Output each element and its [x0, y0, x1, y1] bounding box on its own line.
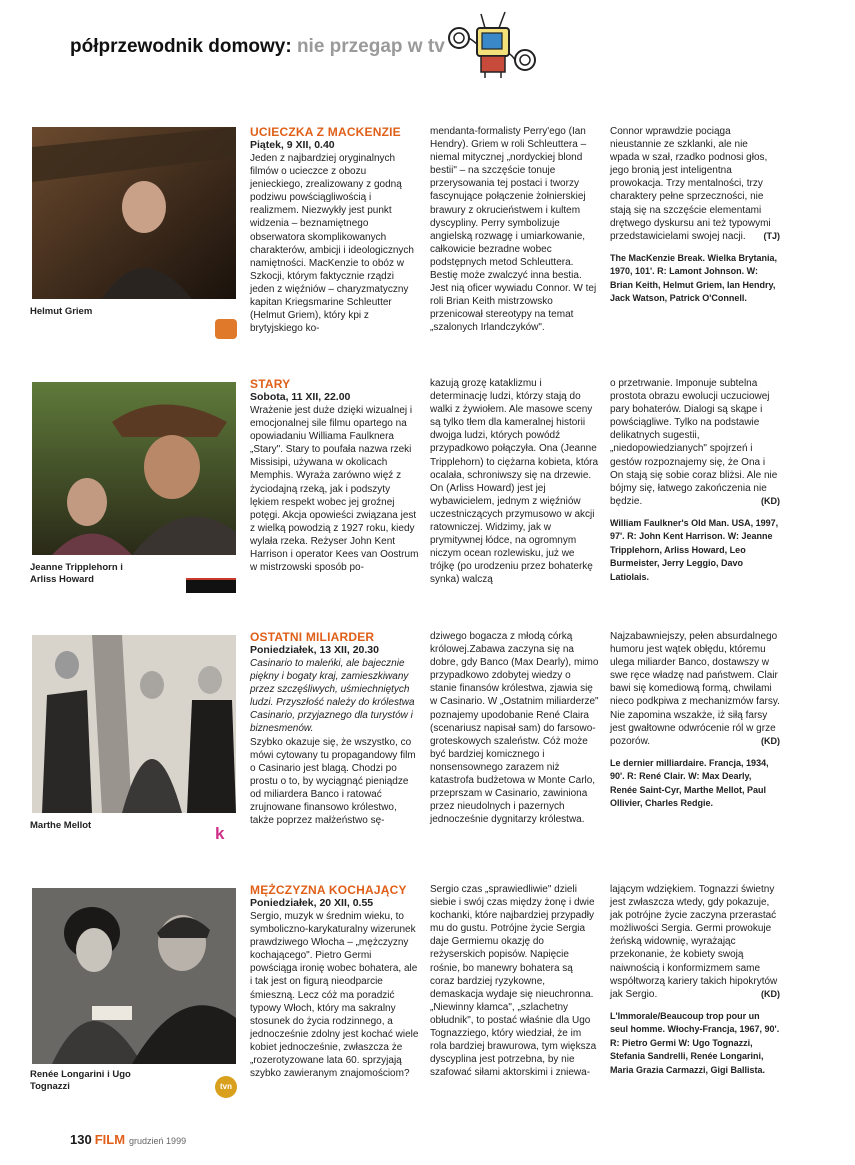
review-text-col2: dziwego bogacza z młodą córką królowej.Zabawa zaczyna się na dobre, gdy Banco (Max Dearly), mimo przypadkowo zdobytej wiedzy o stanie finansów królestwa, zjawia się w Casinario. W „Ostatnim miliarderze" poznajemy upodobanie René Claira (scenariusz napisał sam) do farsowo-groteskowych szaleństw. Cóż może być bardziej komicznego i nonsensownego zarazem niż katastrofa budżetowa w Monte Carlo, przeprszam w Casinario, zawiniona przez nieudolnych i pazernych jednocześnie dygnitarzy królestwa.: [430, 631, 599, 826]
broadcast-date: Piątek, 9 XII, 0.40: [250, 139, 335, 151]
review-text-col2: kazują grozę kataklizmu i determinację ludzi, którzy stają do walki z żywiołem. Ale masowe sceny są tylko tłem dla kameralnej historii dwojga ludzi, których powódź przypadkowo połączyła. Ona (Jeanne Tripplehorn) to ciężarna kobieta, która ocalała, schroniwszy się na drzewie. On (Arliss Howard) jest jej wybawicielem, jednym z więźniów uczestniczących przymusowo w akcji ratowniczej. Widzimy, jak w prymitywnej łódce, na ogromnym niczym ocean rozlewisku, już we trójkę (po urodzeniu przez bohaterkę synka) walczą: [430, 378, 599, 586]
review-title: STARY: [250, 377, 291, 391]
review-title: MĘŻCZYZNA KOCHAJĄCY: [250, 883, 407, 897]
author-signature: (KD): [761, 988, 780, 999]
review-text-col3: Connor wprawdzie pociąga nieustannie ze szklanki, ale nie wpada w szał, rzadko podnosi głos, jego bronią jest inteligentna prowokacja. Trzy mentalności, trzy charaktery pełne sprzeczności, nie stają się na szczęście elementami drętwego dyskursu ani też typowymi przedstawicielami swojej nacji.: [610, 126, 771, 242]
film-credits: L'Immorale/Beaucoup trop pour un seul homme. Włochy-Francja, 1967, 90'. R: Pietro Germi W: Ugo Tognazzi, Stefania Sandrelli, Renée Longarini, Maria Grazia Carmazzi, Gigi Ballista.: [610, 1010, 780, 1075]
author-signature: (KD): [761, 495, 780, 506]
film-still-photo: [32, 888, 236, 1064]
page-number: 130: [70, 1132, 92, 1147]
photo-caption: Renée Longarini i Ugo Tognazzi: [30, 1069, 131, 1092]
review-text-col2: mendanta-formalisty Perry'ego (Ian Hendry). Griem w roli Schleuttera – niemal mitycznej „nordyckiej blond bestii" – na szczęście tonuje przerysowania tej postaci i tworzy fascynujące połączenie żołnierskiej brawury z okrucieństwem i kultem dyscypliny. Perry symbolizuje angielską rozwagę i umiarkowanie, całkowicie bezradne wobec podstępnych metod Schleuttera. Bestię może zwalczyć inna bestia. Jest nią oficer wywiadu Connor. W tej roli Brian Keith mistrzowsko przenicował stereotypy na temat „szalonych Irlandczyków".: [430, 126, 597, 334]
film-still-photo: [32, 127, 236, 299]
film-still-photo: [32, 382, 236, 555]
tvn-channel-logo-icon: tvn: [215, 1076, 237, 1098]
tv-channel-logo-icon: [215, 319, 237, 339]
photo-caption: Marthe Mellot: [30, 820, 92, 831]
review-text-col1: Wrażenie jest duże dzięki wizualnej i emocjonalnej sile filmu opartego na opowiadaniu Williama Faulknera „Stary". Stary to poufała nazwa rzeki Missisipi, używana w okolicach Memphis. Wyraża zarówno więź z życiodajną rzeką, jak i podszyty lękiem respekt wobec jej groźnej potęgi. Akcja opowieści związana jest z wielką powodzią z 1927 roku, kiedy wylała rzeka. Reżyser John Kent Harrison i operator Kees van Oostrum w mistrzowski sposób po-: [250, 405, 419, 574]
review-text-col3: lającym wdziękiem. Tognazzi świetny jest zwłaszcza wtedy, gdy pokazuje, jak potrójne życie zaczyna przerastać możliwości Sergia. Germi prowokuje żeńską widownię, wyrażając przekonanie, że kobiety swoją naiwnością i konformizmem same współtworzą kariery takich hipokrytów jak Sergio.: [610, 884, 778, 1000]
tvp-regional-logo-icon: [186, 578, 236, 593]
header-title-bold: półprzewodnik domowy:: [70, 36, 292, 57]
review-text-col1: Szybko okazuje się, że wszystko, co mówi cytowany tu propagandowy film o Casinario jest blagą. Chodzi po prostu o to, by wyciągnąć pieniądze od miliardera Banco i ratować zrujnowane finansowo królestwo, także poprzez małżeństwo sę-: [250, 736, 416, 827]
issue-date: grudzień 1999: [129, 1136, 187, 1146]
author-signature: (KD): [761, 735, 780, 746]
review-text-col1: Sergio, muzyk w średnim wieku, to symboliczno-karykaturalny wizerunek prawdziwego Włocha – „mężczyzny kochającego". Pietro Germi powściąga ironię wobec bohatera, ale i tak jest on figurą nieodparcie śmieszną. Lecz cóż ma poradzić typowy Włoch, który ma sakralny stosunek do życia rodzinnego, a jednocześnie zdolny jest kochać wiele kobiet jednocześnie, zwłaszcza że „rozerotyzowane lata 60. sprzyjają szybko zawieranym znajomościom?: [250, 911, 419, 1080]
review-lead-italic: Casinario to maleńki, ale bajecznie piękny i bogaty kraj, zamieszkiwany przez szczęśliwych, uśmiechniętych ludzi. Przyszłość należy do królestwa Casinario, przyjaznego dla turystów i biznesmenów.: [250, 658, 415, 735]
review-text-col1: Jeden z najbardziej oryginalnych filmów o ucieczce z obozu jenieckiego, zrealizowany z godną podziwu powściągliwością i realizmem. Niezwykły jest punkt widzenia – beznamiętnego obserwatora skomplikowanych charakterów, ambicji i ideologicznych namiętności. MacKenzie to obóz w Szkocji, którym faktycznie rządzi jeden z więźniów – charyzmatyczny kapitan Kriegsmarine Schleutter (Helmut Griem), który kpi z brytyjskiego ko-: [250, 153, 414, 335]
film-credits: The MacKenzie Break. Wielka Brytania, 1970, 101'. R: Lamont Johnson. W: Brian Keith, Helmut Griem, Ian Hendry, Jack Watson, Patrick O'Connell.: [610, 252, 777, 304]
film-credits: Le dernier milliardaire. Francja, 1934, 90'. R: René Clair. W: Max Dearly, Renée Saint-Cyr, Marthe Mellot, Paul Ollivier, Charles Redgie.: [610, 757, 769, 809]
review-title: OSTATNI MILIARDER: [250, 630, 375, 644]
header-title-grey: nie przegap w tv: [296, 36, 445, 57]
review-text-col3: Najzabawniejszy, pełen absurdalnego humoru jest wątek obłędu, któremu ulega miliarder Banco, dostawszy w swe ręce władzę nad państwem. Clair bawi się komediową formą, chwilami nieco podkpiwa z mechanizmów farsy. Nie zapomina wszakże, iż siłą farsy jest gwałtowne odwrócenie ról w grze pozorów.: [610, 631, 780, 747]
review-text-col3: o przetrwanie. Imponuje subtelna prostota obrazu ewolucji uczuciowej pary bohaterów. Dialogi są skąpe i powściągliwe. Tylko na podstawie delikatnych sugestii, „niedopowiedzianych" spojrzeń i gestów rozpoznajemy się, że Ona i On stają się sobie coraz bliżsi. Ale nie bójmy się, łatwego zakończenia nie będzie.: [610, 378, 778, 507]
broadcast-date: Sobota, 11 XII, 22.00: [250, 391, 351, 403]
photo-caption: Jeanne Tripplehorn i Arliss Howard: [30, 562, 123, 585]
broadcast-date: Poniedziałek, 13 XII, 20.30: [250, 644, 379, 656]
page-header: [70, 36, 445, 58]
review-text-col2: Sergio czas „sprawiedliwie" dzieli siebie i swój czas między żonę i dwie kochanki, które najbardziej przypadły mu do gustu. Potrójne życie Sergia daje Germiemu okazję do reżyserskich popisów. Napięcie rośnie, bo manewry bohatera są coraz bardziej ryzykowne, demaskacja wydaje się nieuchronna. „Niewinny kłamca", „szlachetny obłudnik", to postać właśnie dla Ugo Tognazziego, który wiedział, że im rola bardziej brawurowa, tym większa dyscyplina jest potrzebna, by nie szafować siłami aktorskimi i zniewa-: [430, 884, 597, 1079]
page-footer: [70, 1131, 186, 1149]
film-credits: William Faulkner's Old Man. USA, 1997, 97'. R: John Kent Harrison. W: Jeanne Tripplehorn, Arliss Howard, Leo Burmeister, Jerry Leggio, Davo Latiolais.: [610, 517, 779, 582]
kino-channel-logo-icon: k: [215, 824, 225, 843]
review-title: UCIECZKA Z MACKENZIE: [250, 125, 401, 139]
photo-caption: Helmut Griem: [30, 306, 93, 317]
magazine-name: FILM: [94, 1132, 126, 1147]
film-still-photo: [32, 635, 236, 813]
broadcast-date: Poniedziałek, 20 XII, 0.55: [250, 897, 374, 909]
tv-illustration-icon: [445, 8, 540, 78]
author-signature: (TJ): [763, 230, 780, 241]
